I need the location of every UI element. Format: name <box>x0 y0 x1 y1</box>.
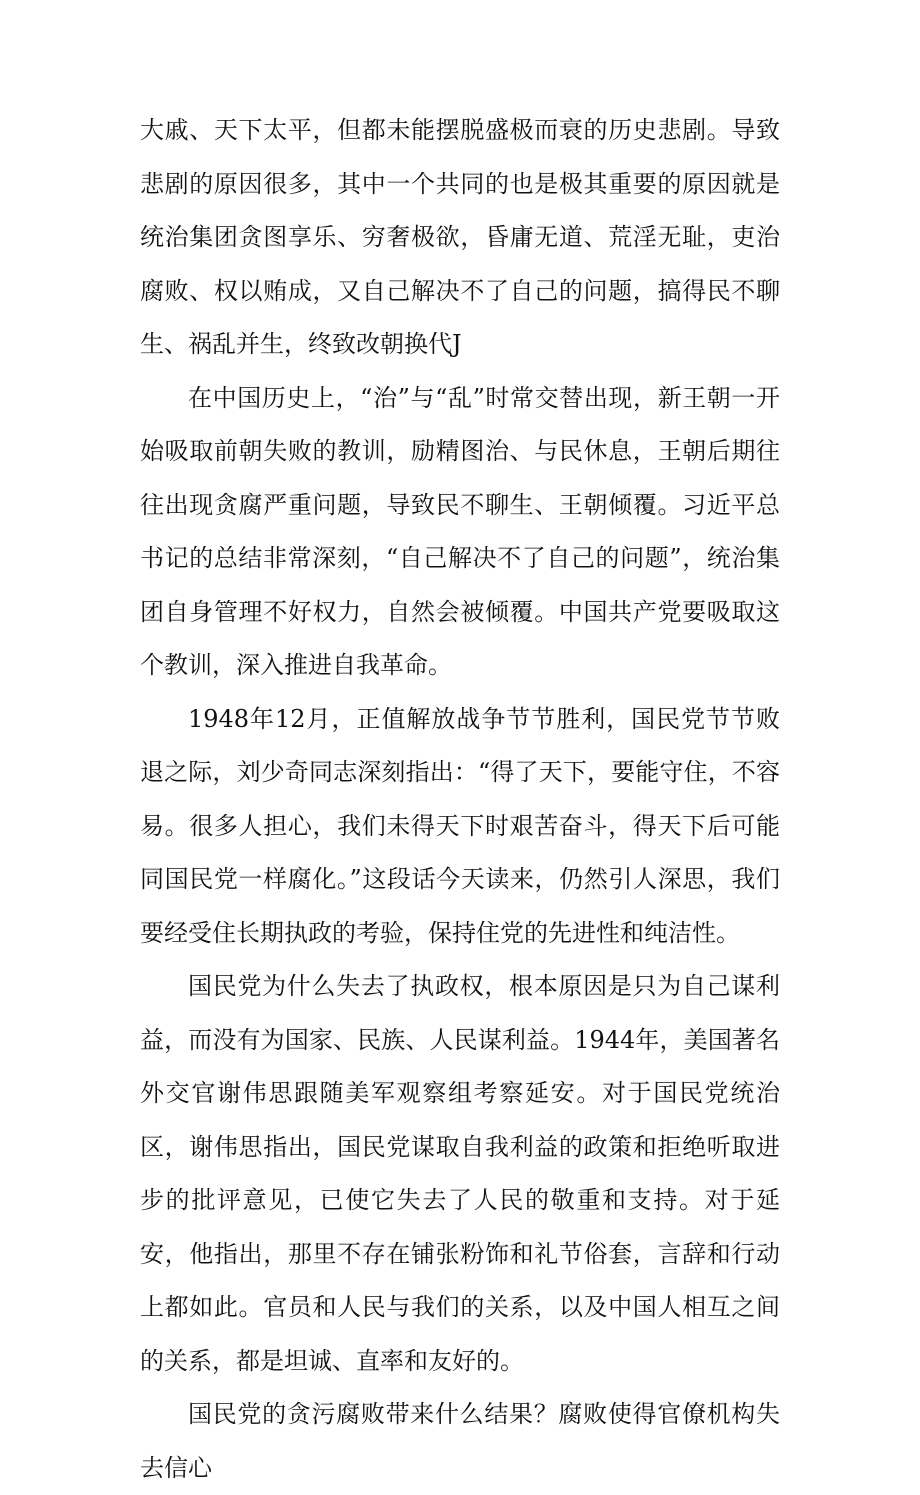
paragraph-history-cycle: 在中国历史上，“治”与“乱”时常交替出现，新王朝一开始吸取前朝失败的教训，励精图治、与民休息，王朝后期往往出现贪腐严重问题，导致民不聊生、王朝倾覆。习近平总书记的总结非常深刻，“自己解决不了自己的问题”，统治集团自身管理不好权力，自然会被倾覆。中国共产党要吸取这个教训，深入推进自我革命。 <box>140 383 780 679</box>
paragraph-kmt-power: 国民党为什么失去了执政权，根本原因是只为自己谋利益，而没有为国家、民族、人民谋利益。1944年，美国著名外交官谢伟思跟随美军观察组考察延安。对于国民党统治区，谢伟思指出，国民党谋取自我利益的政策和拒绝听取进步的批评意见，已使它失去了人民的敬重和支持。对于延安，他指出，那里不存在铺张粉饰和礼节俗套，言辞和行动上都如此。官员和人民与我们的关系，以及中国人相互之间的关系，都是坦诚、直率和友好的。 <box>140 972 780 1375</box>
paragraph-liu-shaoqi: 1948年12月，正值解放战争节节胜利，国民党节节败退之际，刘少奇同志深刻指出：“得了天下，要能守住，不容易。很多人担心，我们未得天下时艰苦奋斗，得天下后可能同国民党一样腐化。”这段话今天读来，仍然引人深思，我们要经受住长期执政的考验，保持住党的先进性和纯洁性。 <box>140 704 780 947</box>
paragraph-continuation: 大戚、天下太平，但都未能摆脱盛极而衰的历史悲剧。导致悲剧的原因很多，其中一个共同的也是极其重要的原因就是统治集团贪图享乐、穷奢极欲，昏庸无道、荒淫无耻，吏治腐败、权以贿成，又自己解决不了自己的问题，搞得民不聊生、祸乱并生，终致改朝换代J <box>140 116 780 358</box>
body-text <box>140 104 780 1495</box>
paragraph-kmt-corruption: 国民党的贪污腐败带来什么结果？腐败使得官僚机构失去信心 <box>140 1400 780 1482</box>
